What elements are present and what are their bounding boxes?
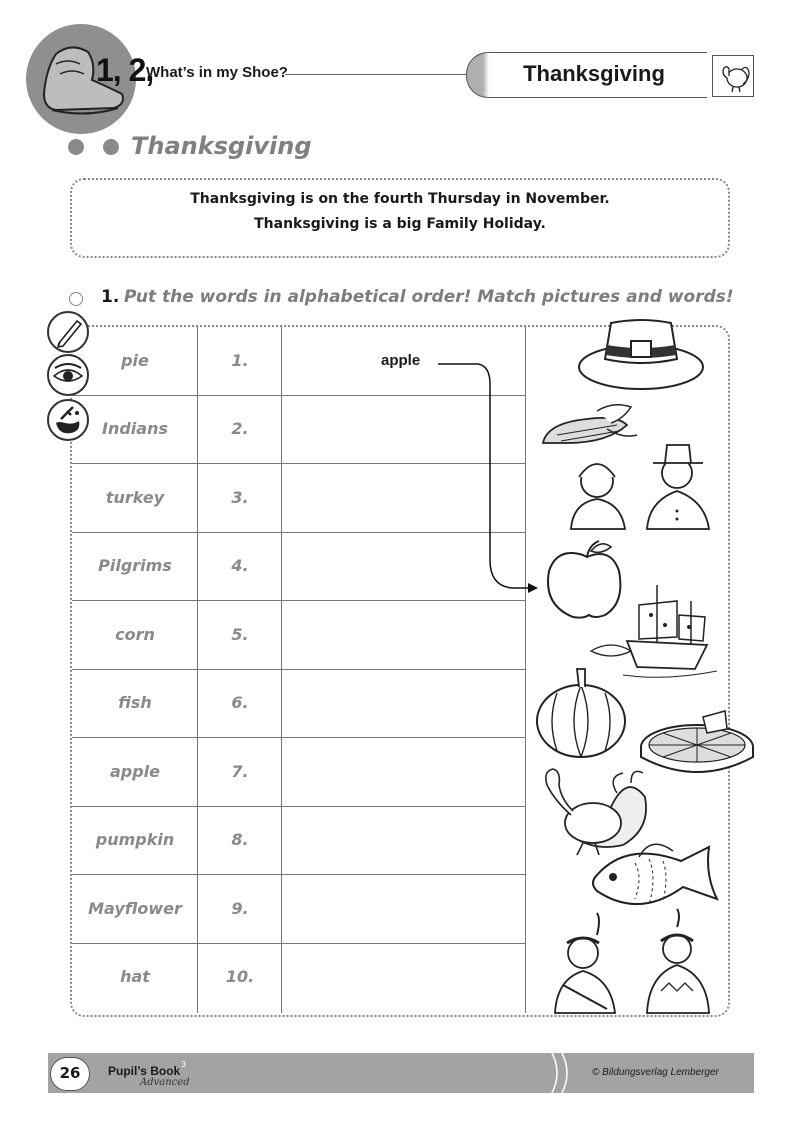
number-cell: 6. <box>231 693 249 712</box>
look-task-icon <box>47 354 89 396</box>
number-cell: 7. <box>231 762 249 781</box>
pilgrims-icon <box>571 445 709 529</box>
hat-icon <box>579 320 703 389</box>
word-cell: Mayflower <box>88 899 182 918</box>
book-title: Pupil’s Book <box>108 1064 181 1078</box>
number-cell: 9. <box>231 899 249 918</box>
word-cell: pumpkin <box>95 830 175 849</box>
apple-icon <box>548 541 620 618</box>
word-cell: apple <box>109 762 161 781</box>
corn-icon <box>543 405 637 443</box>
example-answer: apple <box>381 352 421 369</box>
pictures-panel <box>527 315 757 1015</box>
word-cell: Indians <box>102 419 168 438</box>
fish-icon <box>593 844 717 905</box>
unit-number: 1, 2, <box>96 52 154 88</box>
unit-title: What’s in my Shoe? <box>146 64 288 81</box>
write-task-icon <box>47 311 89 353</box>
copyright: © Bildungsverlag Lemberger <box>592 1067 719 1078</box>
eye-icon <box>49 356 87 394</box>
task-number: 1. <box>101 287 120 307</box>
colour-task-icon <box>47 399 89 441</box>
turkey-icon <box>546 769 646 855</box>
number-cell: 10. <box>225 967 255 986</box>
pencil-icon <box>49 313 87 351</box>
number-cell: 5. <box>231 625 249 644</box>
word-cell: turkey <box>105 488 165 507</box>
word-cell: pie <box>121 351 149 370</box>
number-cell: 2. <box>231 419 249 438</box>
pumpkin-icon <box>537 669 625 757</box>
section-heading: Thanksgiving <box>131 132 312 160</box>
info-line-1: Thanksgiving is on the fourth Thursday in November. <box>190 191 610 207</box>
number-cell: 1. <box>231 351 249 370</box>
info-line-2: Thanksgiving is a big Family Holiday. <box>254 216 546 232</box>
indians-icon <box>555 909 709 1013</box>
number-cell: 3. <box>231 488 249 507</box>
number-cell: 8. <box>231 830 249 849</box>
word-cell: fish <box>118 693 152 712</box>
book-volume: 3 <box>181 1060 187 1069</box>
number-cell: 4. <box>231 556 249 575</box>
paint-icon <box>49 401 87 439</box>
task-instruction: Put the words in alphabetical order! Match pictures and words! <box>124 287 734 307</box>
word-cell: Pilgrims <box>98 556 172 575</box>
pie-icon <box>641 711 753 772</box>
word-cell: corn <box>115 625 155 644</box>
page-number: 26 <box>50 1057 90 1091</box>
book-level: Advanced <box>140 1077 190 1088</box>
footer-chevrons <box>548 1053 578 1093</box>
word-cell: hat <box>120 967 150 986</box>
topic-title: Thanksgiving <box>523 61 665 86</box>
